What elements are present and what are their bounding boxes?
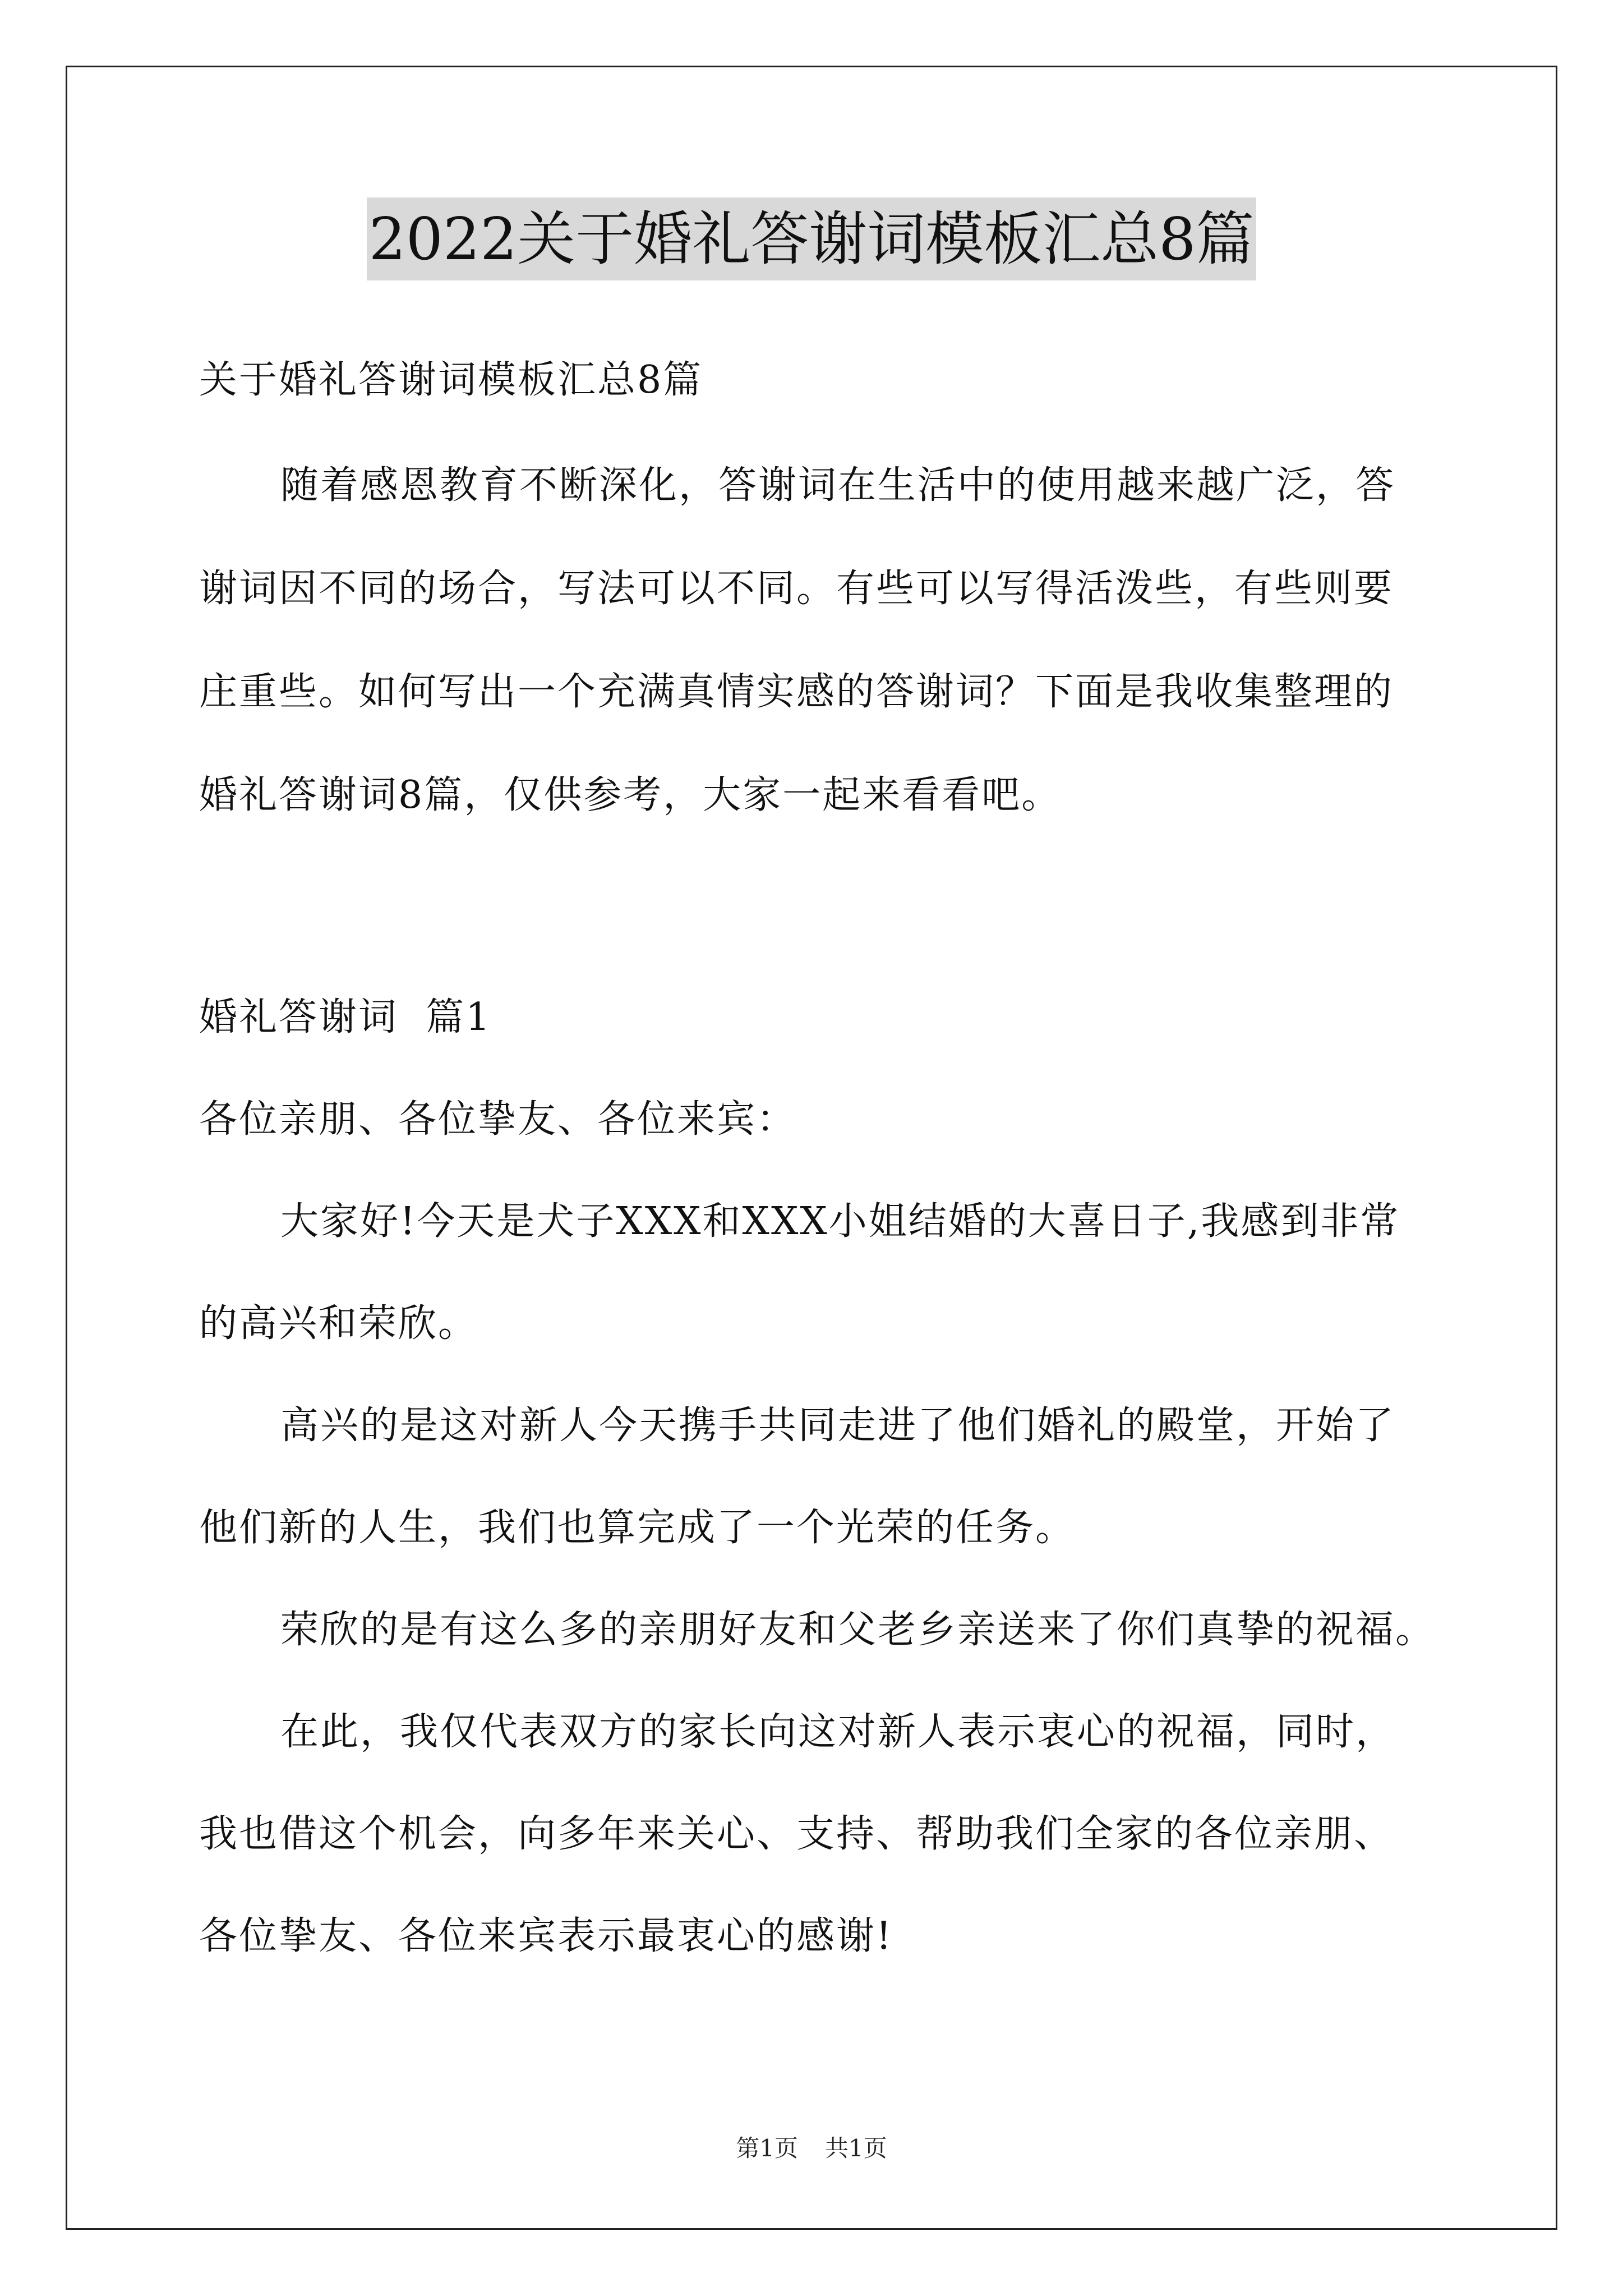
body-line-8: 各位挚友、各位来宾表示最衷心的感谢! — [199, 1914, 893, 1958]
salutation: 各位亲朋、各位挚友、各位来宾： — [199, 1097, 797, 1142]
title-block — [0, 197, 1623, 280]
body-line-3: 高兴的是这对新人今天携手共同走进了他们婚礼的殿堂，开始了 — [280, 1404, 1396, 1448]
body-line-1: 大家好!今天是犬子XXX和XXX小姐结婚的大喜日子,我感到非常 — [280, 1199, 1400, 1244]
page-footer — [0, 2132, 1623, 2165]
intro-line-2: 谢词因不同的场合，写法可以不同。有些可以写得活泼些，有些则要 — [199, 567, 1394, 611]
section-heading: 婚礼答谢词 篇1 — [199, 995, 492, 1039]
page-number: 第1页 — [736, 2134, 798, 2162]
body-line-6: 在此，我仅代表双方的家长向这对新人表示衷心的祝福，同时， — [280, 1710, 1396, 1754]
page-total: 共1页 — [825, 2134, 887, 2162]
body-line-4: 他们新的人生，我们也算完成了一个光荣的任务。 — [199, 1506, 1076, 1550]
intro-line-3: 庄重些。如何写出一个充满真情实感的答谢词？下面是我收集整理的 — [199, 670, 1394, 714]
body-line-5: 荣欣的是有这么多的亲朋好友和父老乡亲送来了你们真挚的祝福。 — [280, 1608, 1436, 1652]
body-line-7: 我也借这个机会，向多年来关心、支持、帮助我们全家的各位亲朋、 — [199, 1812, 1394, 1856]
intro-line-1: 随着感恩教育不断深化，答谢词在生活中的使用越来越广泛，答 — [280, 463, 1396, 508]
document-title: 2022关于婚礼答谢词模板汇总8篇 — [367, 197, 1257, 280]
intro-line-4: 婚礼答谢词8篇，仅供参考，大家一起来看看吧。 — [199, 773, 1062, 817]
document-subtitle: 关于婚礼答谢词模板汇总8篇 — [199, 358, 703, 402]
body-line-2: 的高兴和荣欣。 — [199, 1301, 478, 1346]
